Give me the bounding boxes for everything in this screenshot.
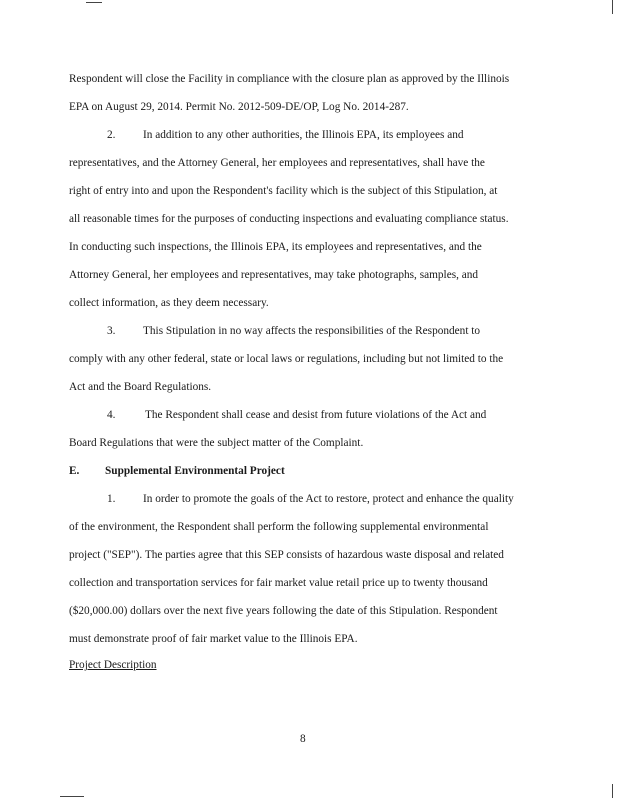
item-2-line-1: In addition to any other authorities, the Illinois EPA, its employees and bbox=[143, 129, 464, 141]
item-2-line-3: right of entry into and upon the Respondent's facility which is the subject of this Stipulation, at bbox=[69, 185, 498, 197]
item-e1-line-2: of the environment, the Respondent shall perform the following supplemental environmental bbox=[69, 521, 489, 533]
item-2-line-2: representatives, and the Attorney General, her employees and representatives, shall have the bbox=[69, 157, 485, 169]
item-3-line-1: This Stipulation in no way affects the responsibilities of the Respondent to bbox=[143, 325, 481, 337]
paragraph-1-line-1: Respondent will close the Facility in compliance with the closure plan as approved by the Illinois bbox=[69, 73, 510, 85]
paragraph-1-line-2: EPA on August 29, 2014. Permit No. 2012-509-DE/OP, Log No. 2014-287. bbox=[69, 101, 409, 113]
item-3-line-2: comply with any other federal, state or local laws or regulations, including but not limited to the bbox=[69, 353, 504, 365]
item-2-line-6: Attorney General, her employees and representatives, may take photographs, samples, and bbox=[69, 269, 479, 281]
item-2-number: 2. bbox=[107, 129, 116, 141]
item-4-number: 4. bbox=[107, 409, 116, 421]
section-e-title: Supplemental Environmental Project bbox=[105, 465, 285, 477]
project-description-heading: Project Description bbox=[69, 659, 157, 671]
scan-mark-top-right bbox=[612, 0, 613, 14]
section-e-letter: E. bbox=[69, 465, 80, 477]
item-e1-line-5: ($20,000.00) dollars over the next five years following the date of this Stipulation. Respondent bbox=[69, 605, 498, 617]
item-e1-line-1: In order to promote the goals of the Act to restore, protect and enhance the quality bbox=[143, 493, 514, 505]
item-e1-line-3: project ("SEP"). The parties agree that this SEP consists of hazardous waste disposal and related bbox=[69, 549, 504, 561]
item-e1-line-4: collection and transportation services for fair market value retail price up to twenty thousand bbox=[69, 577, 488, 589]
item-4-line-2: Board Regulations that were the subject matter of the Complaint. bbox=[69, 437, 364, 449]
item-4-line-1: The Respondent shall cease and desist from future violations of the Act and bbox=[145, 409, 487, 421]
page-number: 8 bbox=[300, 733, 306, 745]
item-e1-line-6: must demonstrate proof of fair market value to the Illinois EPA. bbox=[69, 633, 358, 645]
item-2-line-5: In conducting such inspections, the Illinois EPA, its employees and representatives, and the bbox=[69, 241, 482, 253]
item-3-line-3: Act and the Board Regulations. bbox=[69, 381, 212, 393]
scan-mark-top-left bbox=[86, 2, 102, 3]
item-3-number: 3. bbox=[107, 325, 116, 337]
item-2-line-7: collect information, as they deem necessary. bbox=[69, 297, 269, 309]
item-e1-number: 1. bbox=[107, 493, 116, 505]
item-2-line-4: all reasonable times for the purposes of conducting inspections and evaluating compliance status. bbox=[69, 213, 509, 225]
scan-mark-bottom-left bbox=[60, 796, 84, 797]
scan-mark-bottom-right bbox=[612, 784, 613, 798]
